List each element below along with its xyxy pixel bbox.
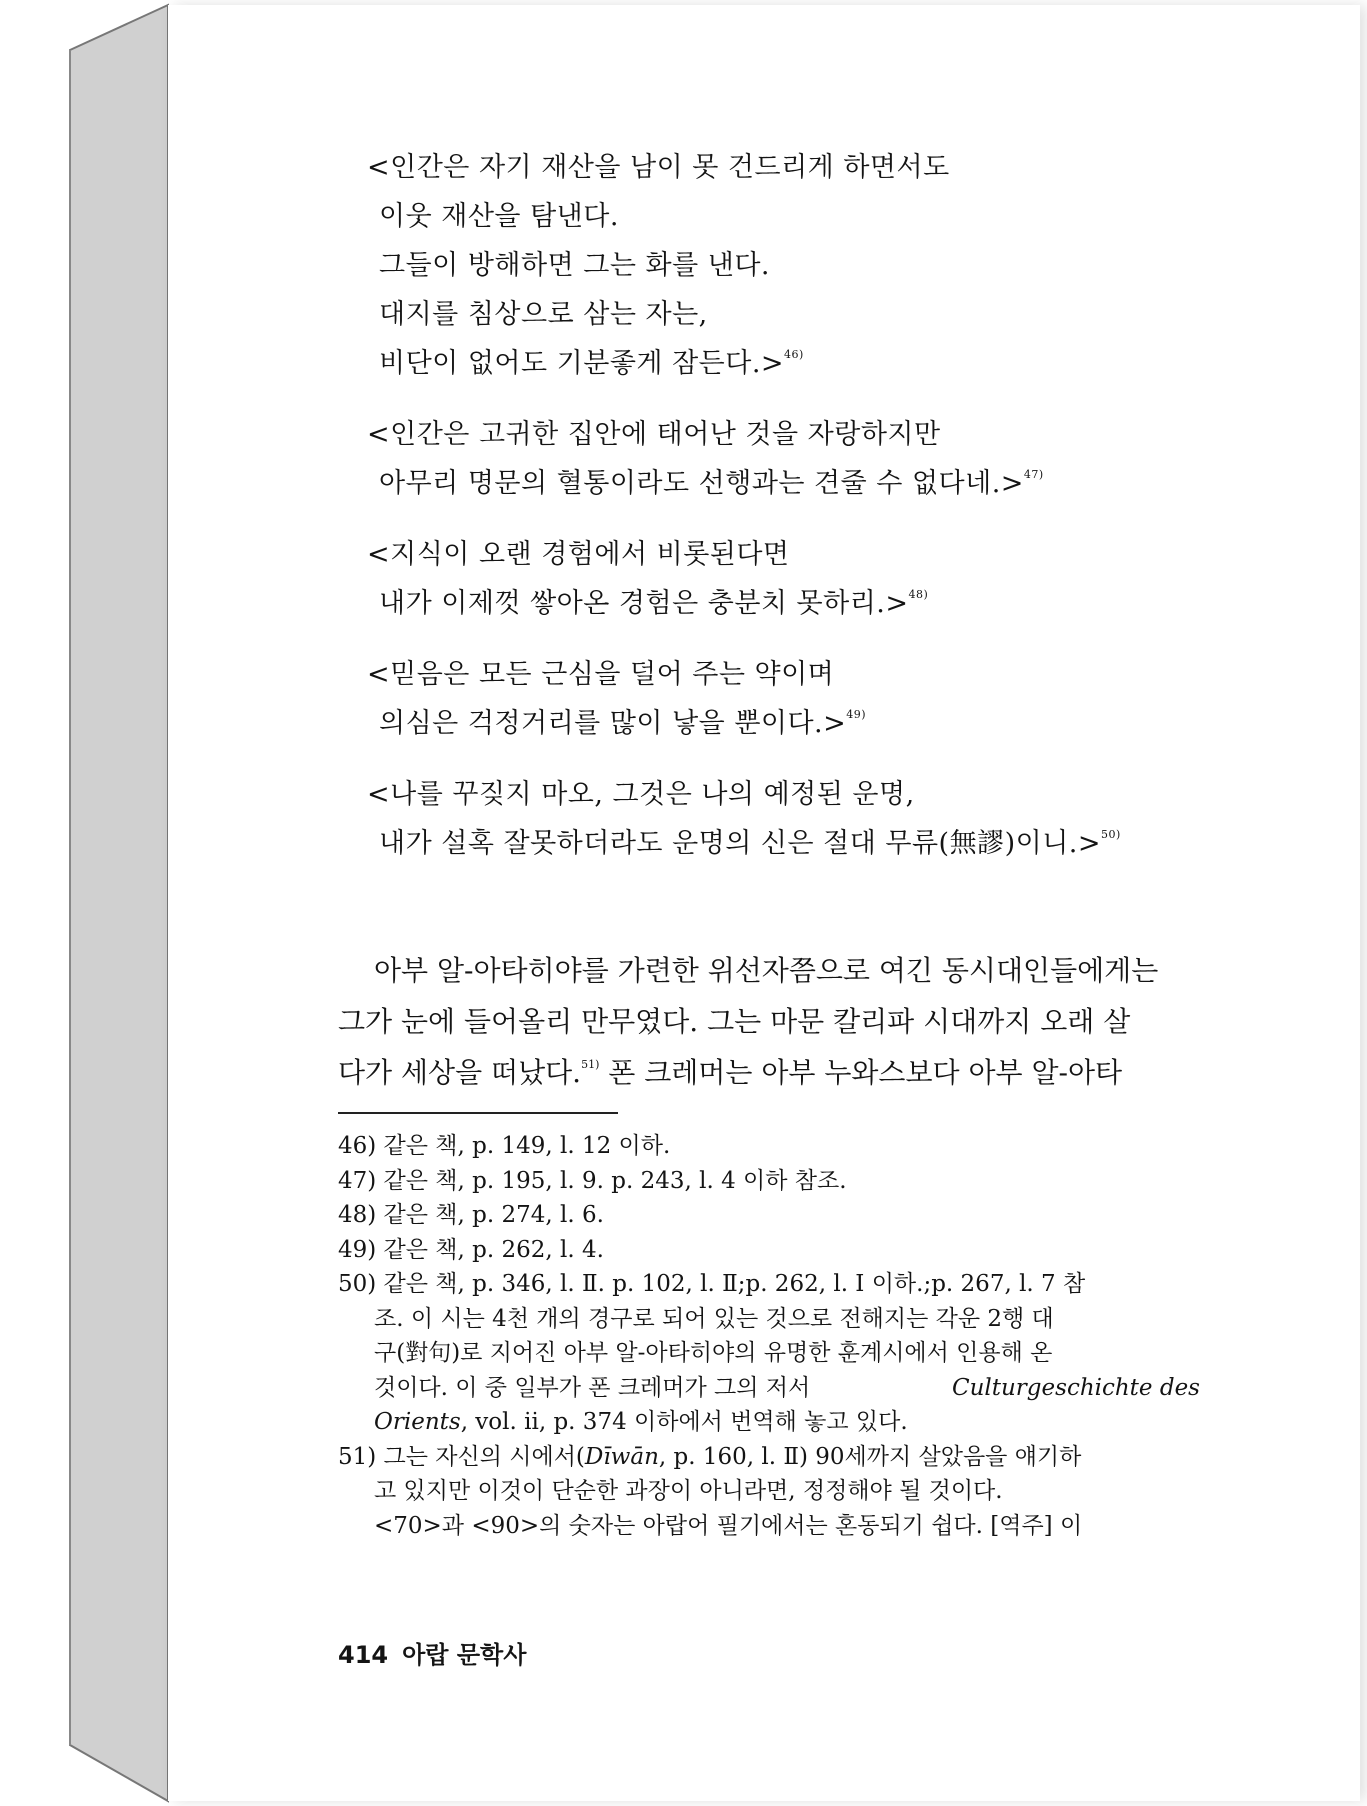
footnote-line	[338, 1440, 1200, 1475]
poem-line-text: 의심은 걱정거리를 많이 낳을 뿐이다.>	[379, 708, 847, 739]
poem-line: <인간은 자기 재산을 남이 못 건드리게 하면서도	[367, 152, 950, 183]
body-paragraph	[338, 945, 1200, 1098]
body-line: 아부 알-아타히야를 가련한 위선자쯤으로 여긴 동시대인들에게는	[374, 954, 1159, 987]
footnote-47	[338, 1164, 1200, 1199]
poem-line	[367, 579, 1227, 628]
footnote-text: , vol. ⅱ, p. 374 이하에서 번역해 놓고 있다.	[460, 1409, 908, 1435]
footnote-ref-50: 50)	[1101, 828, 1121, 841]
footnote-ref-47: 47)	[1023, 468, 1044, 481]
footnote-text: 것이다. 이 중 일부가 폰 크레머가 그의 저서	[374, 1374, 811, 1401]
poem-line: <나를 꾸짖지 마오, 그것은 나의 예정된 운명,	[367, 779, 915, 810]
poem-line	[367, 699, 1227, 748]
footnote-line: 49) 같은 책, p. 262, l. 4.	[338, 1236, 604, 1263]
poem-line	[367, 459, 1227, 508]
body-text-segment: 폰 크레머는 아부 누와스보다 아부 알-아타	[599, 1056, 1123, 1089]
body-line: 그가 눈에 들어올리 만무였다. 그는 마문 칼리파 시대까지 오래 살	[338, 1005, 1131, 1038]
footnote-line: 조. 이 시는 4천 개의 경구로 되어 있는 것으로 전해지는 각운 2행 대	[374, 1305, 1054, 1332]
poem-line	[367, 819, 1227, 868]
book-title-italic: Culturgeschichte des	[951, 1374, 1200, 1401]
footnote-line: 50) 같은 책, p. 346, l. Ⅱ. p. 102, l. Ⅱ;p. 262, l. I 이하.;p. 267, l. 7 참	[338, 1271, 1086, 1297]
poem-quotations	[367, 143, 1227, 890]
poem-stanza-49	[367, 650, 1227, 748]
footnote-line: 고 있지만 이것이 단순한 과장이 아니라면, 정정해야 될 것이다.	[374, 1478, 1003, 1504]
running-title: 아랍 문학사	[402, 1641, 527, 1669]
poem-line-text: 아무리 명문의 혈통이라도 선행과는 견줄 수 없다네.>	[379, 468, 1024, 499]
footnote-ref-49: 49)	[846, 708, 867, 721]
poem-line: <지식이 오랜 경험에서 비롯된다면	[367, 539, 790, 570]
poem-line-text: 내가 이제껏 쌓아온 경험은 충분치 못하리.>	[379, 588, 909, 619]
footnote-ref-46: 46)	[784, 348, 804, 361]
body-text-segment: 다가 세상을 떠났다.	[338, 1056, 582, 1089]
poem-line: 그들이 방해하면 그는 화를 낸다.	[379, 250, 770, 281]
body-line	[338, 1047, 1200, 1098]
poem-line: 이웃 재산을 탐낸다.	[379, 201, 619, 232]
poem-line-text: 내가 설혹 잘못하더라도 운명의 신은 절대 무류(無謬)이니.>	[379, 828, 1101, 859]
footnote-ref-48: 48)	[908, 588, 929, 601]
poem-line: 대지를 침상으로 삼는 자는,	[379, 299, 708, 330]
footnote-51	[338, 1440, 1200, 1544]
footnote-divider	[338, 1112, 618, 1114]
poem-line: <믿음은 모든 근심을 덜어 주는 약이며	[367, 659, 835, 690]
footnote-49	[338, 1233, 1200, 1268]
poem-stanza-46	[367, 143, 1227, 388]
footnote-48	[338, 1198, 1200, 1233]
book-page	[168, 5, 1360, 1801]
footnotes	[338, 1129, 1200, 1543]
footnote-50	[338, 1267, 1200, 1440]
footnote-line	[338, 1371, 1200, 1406]
poem-stanza-47	[367, 410, 1227, 508]
footnote-line	[338, 1405, 1200, 1440]
page-footer	[338, 1635, 526, 1670]
page-number: 414	[338, 1641, 389, 1669]
footnote-ref-51: 51)	[581, 1058, 600, 1071]
book-title-italic: Orients	[374, 1409, 461, 1435]
footnote-line: <70>과 <90>의 숫자는 아랍어 필기에서는 혼동되기 쉽다. [역주] 이	[374, 1512, 1083, 1539]
footnote-line: 48) 같은 책, p. 274, l. 6.	[338, 1202, 604, 1228]
footnote-text: 51) 그는 자신의 시에서(	[338, 1443, 585, 1470]
book-title-italic: Dīwān	[584, 1443, 659, 1470]
footnote-line: 47) 같은 책, p. 195, l. 9. p. 243, l. 4 이하 참조.	[338, 1167, 847, 1194]
poem-line: <인간은 고귀한 집안에 태어난 것을 자랑하지만	[367, 419, 941, 450]
poem-line	[367, 339, 1227, 388]
footnote-46	[338, 1129, 1200, 1164]
footnote-line: 46) 같은 책, p. 149, l. 12 이하.	[338, 1133, 671, 1159]
footnote-line: 구(對句)로 지어진 아부 알-아타히야의 유명한 훈계시에서 인용해 온	[374, 1340, 1053, 1366]
body-line-text	[338, 1047, 1122, 1098]
poem-stanza-48	[367, 530, 1227, 628]
poem-line-text: 비단이 없어도 기분좋게 잠든다.>	[379, 348, 785, 379]
poem-stanza-50	[367, 770, 1227, 868]
footnote-text: , p. 160, l. Ⅱ) 90세까지 살았음을 얘기하	[658, 1443, 1082, 1470]
